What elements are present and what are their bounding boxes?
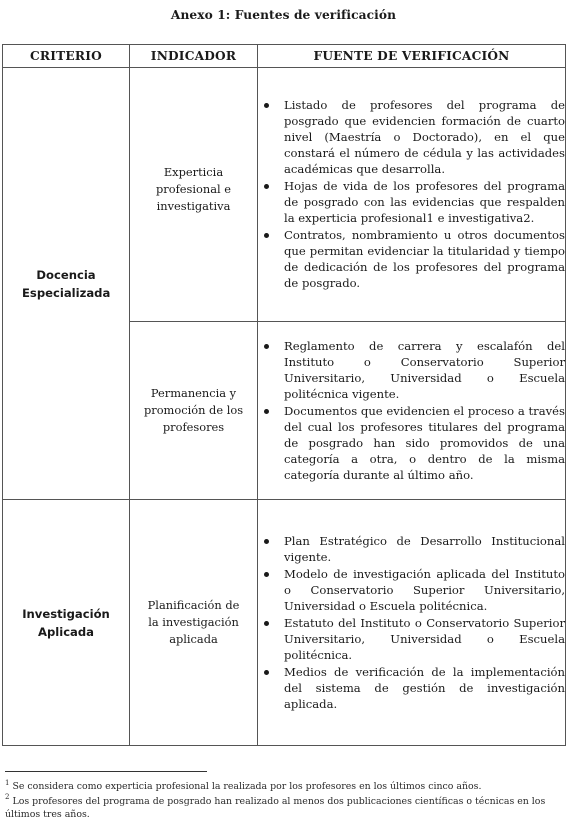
table-row (3, 500, 566, 746)
footnotes (5, 780, 563, 823)
table-row (3, 68, 566, 322)
list-item: Reglamento de carrera y escalafón del Instituto o Conservatorio Superior Universitario, Universidad o Escuela politécnica vigente. (258, 338, 565, 402)
indicador-label: Permanencia y promoción de los profesores (143, 386, 244, 434)
source-list (258, 97, 565, 291)
bullet-icon (264, 572, 269, 577)
footnote-marker: 1 (5, 778, 10, 787)
footnote-divider (5, 771, 207, 772)
document-title: Anexo 1: Fuentes de verificación (170, 8, 397, 22)
criterio-label: Investigación Aplicada (22, 606, 110, 639)
source-list (258, 533, 565, 712)
criterio-label: Docencia Especializada (22, 267, 111, 300)
footnote-marker: 2 (5, 793, 10, 802)
bullet-icon (264, 670, 269, 675)
fuente-cell (258, 68, 566, 322)
criterio-cell-investigacion (3, 500, 130, 746)
indicador-cell (130, 500, 258, 746)
list-item: Medios de verificación de la implementación del sistema de gestión de investigación aplicada. (258, 664, 565, 712)
fuente-cell (258, 322, 566, 500)
footnote-text: Se considera como experticia profesional la realizada por los profesores en los últimos cinco años. (12, 781, 482, 792)
bullet-icon (264, 621, 269, 626)
source-list (258, 338, 565, 483)
indicador-cell (130, 68, 258, 322)
list-item: Plan Estratégico de Desarrollo Institucional vigente. (258, 533, 565, 565)
table-header-row (3, 45, 566, 68)
footnote (5, 780, 563, 794)
verification-table (2, 44, 566, 746)
header-indicador: INDICADOR (130, 45, 258, 68)
bullet-icon (264, 409, 269, 414)
footnote-text: Los profesores del programa de posgrado han realizado al menos dos publicaciones científicas o técnicas en los últimos tres años. (5, 795, 546, 820)
indicador-label: Experticia profesional e investigativa (155, 165, 232, 213)
list-item: Listado de profesores del programa de posgrado que evidencien formación de cuarto nivel (Maestría o Doctorado), en el que constará el número de cédula y las actividades académicas que desarrolla. (258, 97, 565, 177)
list-item: Estatuto del Instituto o Conservatorio Superior Universitario, Universidad o Escuela politécnica. (258, 615, 565, 663)
list-item: Documentos que evidencien el proceso a través del cual los profesores titulares del programa de posgrado han sido promovidos de una categoría a otra, o dentro de la misma categoría durante al último año. (258, 403, 565, 483)
list-item: Contratos, nombramiento u otros documentos que permitan evidenciar la titularidad y tiempo de dedicación de los profesores del programa de posgrado. (258, 227, 565, 291)
fuente-cell (258, 500, 566, 746)
bullet-icon (264, 539, 269, 544)
bullet-icon (264, 344, 269, 349)
bullet-icon (264, 184, 269, 189)
list-item: Modelo de investigación aplicada del Instituto o Conservatorio Superior Universitario, Universidad o Escuela politécnica. (258, 566, 565, 614)
criterio-cell-docencia (3, 68, 130, 500)
header-criterio: CRITERIO (3, 45, 130, 68)
bullet-icon (264, 103, 269, 108)
list-item: Hojas de vida de los profesores del programa de posgrado con las evidencias que respalden la experticia profesional1 e investigativa2. (258, 178, 565, 226)
header-fuente: FUENTE DE VERIFICACIÓN (258, 45, 566, 68)
bullet-icon (264, 233, 269, 238)
footnote (5, 795, 563, 822)
indicador-cell (130, 322, 258, 500)
indicador-label: Planificación de la investigación aplicada (147, 598, 240, 646)
